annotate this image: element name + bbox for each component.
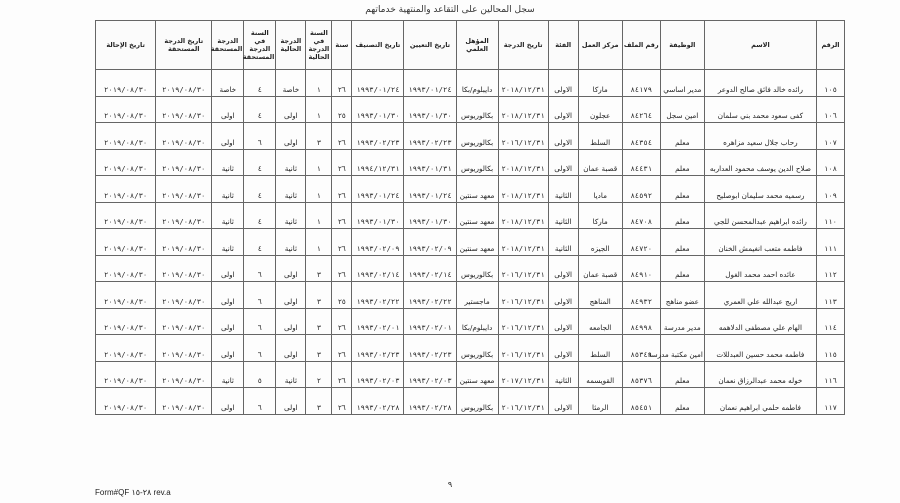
- table-cell: ١٩٩٣/٠٢/٢٣: [404, 335, 456, 362]
- table-cell: ٢٠١٨/١٢/٣١: [498, 70, 548, 97]
- table-cell: ٢٠١٨/١٢/٣١: [498, 202, 548, 229]
- table-cell: ٦: [244, 123, 276, 150]
- table-cell: عجلون: [578, 96, 622, 123]
- table-cell: ٢٠١٩/٠٨/٣٠: [156, 123, 212, 150]
- table-cell: ٢٠١٩/٠٨/٣٠: [156, 335, 212, 362]
- table-cell: ١٠٥: [816, 70, 844, 97]
- table-cell: ٢٦: [332, 255, 352, 282]
- table-cell: ١٠٦: [816, 96, 844, 123]
- table-cell: ١٩٩٣/٠١/٣٠: [404, 96, 456, 123]
- table-cell: ٨٤٢٦٤: [622, 96, 660, 123]
- table-cell: ٢٠١٩/٠٨/٣٠: [96, 70, 156, 97]
- table-cell: ١٩٩٣/٠٢/٢٨: [352, 388, 404, 415]
- table-cell: فاطمه حلمي ابراهيم نعمان: [704, 388, 816, 415]
- table-cell: ماجستير: [456, 282, 498, 309]
- table-cell: ١٩٩٣/٠٢/٠٩: [352, 229, 404, 256]
- table-cell: ٢٠١٩/٠٨/٣٠: [96, 308, 156, 335]
- table-cell: اولى: [276, 388, 306, 415]
- table-cell: ٤: [244, 70, 276, 97]
- table-cell: ٢٠١٩/٠٨/٣٠: [156, 388, 212, 415]
- table-cell: خاصة: [276, 70, 306, 97]
- table-cell: ٢٠١٩/٠٨/٣٠: [156, 149, 212, 176]
- table-cell: ١٩٩٣/٠٢/٠٣: [404, 361, 456, 388]
- table-cell: الاولى: [548, 96, 578, 123]
- table-cell: ماديا: [578, 176, 622, 203]
- table-cell: ٨٥٤٥١: [622, 388, 660, 415]
- table-cell: اولى: [212, 335, 244, 362]
- table-row: [96, 70, 845, 97]
- table-cell: ٢٠١٦/١٢/٣١: [498, 255, 548, 282]
- table-cell: ١٩٩٣/٠٢/١٤: [404, 255, 456, 282]
- table-cell: ٢٦: [332, 176, 352, 203]
- column-header: مركز العمل: [578, 21, 622, 70]
- table-cell: خوله محمد عبدالرزاق نعمان: [704, 361, 816, 388]
- table-header-row: [96, 21, 845, 70]
- table-cell: ٢٠١٩/٠٨/٣٠: [156, 361, 212, 388]
- column-header: المؤهل العلمي: [456, 21, 498, 70]
- table-cell: ٢٠١٩/٠٨/٣٠: [96, 202, 156, 229]
- table-cell: معلم: [660, 229, 704, 256]
- column-header: تاريخ الإحالة: [96, 21, 156, 70]
- table-cell: ثانية: [276, 149, 306, 176]
- table-cell: ٢٠١٩/٠٨/٣٠: [96, 96, 156, 123]
- table-cell: مدير اساسي: [660, 70, 704, 97]
- table-cell: ١٩٩٣/٠٢/٢٣: [404, 123, 456, 150]
- table-cell: معهد سنتين: [456, 176, 498, 203]
- table-cell: مدير مدرسة: [660, 308, 704, 335]
- table-cell: ١: [306, 229, 332, 256]
- table-cell: ٢٠١٩/٠٨/٣٠: [156, 229, 212, 256]
- column-header: تاريخ التعيين: [404, 21, 456, 70]
- table-cell: الاولى: [548, 149, 578, 176]
- table-cell: ١١٦: [816, 361, 844, 388]
- table-cell: ١١٥: [816, 335, 844, 362]
- table-cell: ١: [306, 176, 332, 203]
- table-cell: اولى: [212, 123, 244, 150]
- table-cell: معهد سنتين: [456, 202, 498, 229]
- table-cell: ١٩٩٣/٠٢/١٤: [352, 255, 404, 282]
- table-cell: رائده خالد فائق صالح الدوعر: [704, 70, 816, 97]
- table-cell: ٢: [306, 361, 332, 388]
- table-cell: معلم: [660, 361, 704, 388]
- table-cell: ٢٠١٨/١٢/٣١: [498, 176, 548, 203]
- table-cell: اولى: [212, 388, 244, 415]
- table-cell: ٢٠١٩/٠٨/٣٠: [96, 361, 156, 388]
- table-cell: قصبة عمان: [578, 149, 622, 176]
- form-code: Form#QF ٢٨-١٥ rev.a: [95, 488, 171, 497]
- table-cell: ٢٦: [332, 202, 352, 229]
- table-cell: امين مكتبة مدرسة: [660, 335, 704, 362]
- table-cell: ٢٠١٦/١٢/٣١: [498, 282, 548, 309]
- table-row: [96, 176, 845, 203]
- table-cell: ١٩٩٣/٠١/٣١: [404, 149, 456, 176]
- table-cell: ١٩٩٣/٠٢/٢٨: [404, 388, 456, 415]
- table-cell: ٢٠١٩/٠٨/٣٠: [96, 123, 156, 150]
- table-cell: اولى: [276, 123, 306, 150]
- table-cell: بكالوريوس: [456, 149, 498, 176]
- table-row: [96, 388, 845, 415]
- table-cell: ٢٠١٩/٠٨/٣٠: [96, 335, 156, 362]
- table-cell: الهام علي مصطفى الدلاهمه: [704, 308, 816, 335]
- table-cell: ٨٤٥٩٢: [622, 176, 660, 203]
- page-title: سجل المحالين على التقاعد والمنتهية خدماتهم: [365, 5, 535, 15]
- table-cell: ثانية: [276, 202, 306, 229]
- table-cell: الثانية: [548, 361, 578, 388]
- table-cell: المناهج: [578, 282, 622, 309]
- table-row: [96, 123, 845, 150]
- table-cell: ٦: [244, 282, 276, 309]
- table-cell: ٨٥٣٤٩: [622, 335, 660, 362]
- table-cell: امين سجل: [660, 96, 704, 123]
- table-cell: الثانية: [548, 176, 578, 203]
- table-cell: الاولى: [548, 308, 578, 335]
- table-cell: اولى: [212, 308, 244, 335]
- table-cell: ٢٠١٩/٠٨/٣٠: [96, 282, 156, 309]
- table-cell: رحاب جلال سعيد مزاهره: [704, 123, 816, 150]
- table-row: [96, 308, 845, 335]
- table-cell: ٢٠١٩/٠٨/٣٠: [96, 176, 156, 203]
- table-row: [96, 96, 845, 123]
- table-cell: ١٩٩٣/٠٢/٢٢: [404, 282, 456, 309]
- table-cell: ثانية: [276, 229, 306, 256]
- table-cell: ٨٤٩٣٢: [622, 282, 660, 309]
- table-cell: اولى: [276, 282, 306, 309]
- table-cell: ٢٠١٧/١٢/٣١: [498, 361, 548, 388]
- table-cell: ثانية: [212, 176, 244, 203]
- table-cell: بكالوريوس: [456, 388, 498, 415]
- table-cell: ٤: [244, 229, 276, 256]
- table-cell: قصبة عمان: [578, 255, 622, 282]
- table-cell: السلط: [578, 335, 622, 362]
- table-cell: ١: [306, 96, 332, 123]
- table-cell: ٨٤٩١٠: [622, 255, 660, 282]
- table-cell: الاولى: [548, 255, 578, 282]
- table-cell: ٢٠١٦/١٢/٣١: [498, 123, 548, 150]
- table-cell: ٦: [244, 388, 276, 415]
- table-cell: ثانية: [212, 202, 244, 229]
- table-cell: ٥: [244, 361, 276, 388]
- table-cell: ١١٤: [816, 308, 844, 335]
- table-row: [96, 282, 845, 309]
- table-cell: ٤: [244, 149, 276, 176]
- table-cell: ١١٣: [816, 282, 844, 309]
- table-cell: ٣: [306, 282, 332, 309]
- table-cell: ٢٠١٩/٠٨/٣٠: [96, 255, 156, 282]
- table-cell: بكالوريوس: [456, 335, 498, 362]
- table-cell: ٨٤٩٩٨: [622, 308, 660, 335]
- table-cell: ١١٢: [816, 255, 844, 282]
- table-cell: معهد سنتين: [456, 229, 498, 256]
- table-cell: ١٩٩٣/٠٢/٠١: [352, 308, 404, 335]
- table-cell: ٢٠١٩/٠٨/٣٠: [156, 96, 212, 123]
- table-cell: ٢٦: [332, 123, 352, 150]
- column-header: الفئة: [548, 21, 578, 70]
- table-cell: ٦: [244, 308, 276, 335]
- table-cell: ٢٠١٩/٠٨/٣٠: [156, 176, 212, 203]
- table-cell: فاطمه محمد حسين العبدللات: [704, 335, 816, 362]
- table-cell: ١٩٩٣/٠١/٣٠: [404, 202, 456, 229]
- table-cell: ١١٧: [816, 388, 844, 415]
- table-cell: اولى: [276, 96, 306, 123]
- table-row: [96, 202, 845, 229]
- column-header: الدرجة المستحقة: [212, 21, 244, 70]
- table-cell: ٣: [306, 308, 332, 335]
- table-cell: معهد سنتين: [456, 361, 498, 388]
- table-cell: الجامعه: [578, 308, 622, 335]
- table-cell: ١٩٩٣/٠٢/٢٢: [352, 282, 404, 309]
- table-cell: ٢٠١٦/١٢/٣١: [498, 335, 548, 362]
- table-cell: ٢٠١٨/١٢/٣١: [498, 96, 548, 123]
- table-cell: ١١١: [816, 229, 844, 256]
- table-cell: اولى: [212, 282, 244, 309]
- table-cell: ماركا: [578, 202, 622, 229]
- table-cell: ٨٤٤٣١: [622, 149, 660, 176]
- table-cell: ٨٤٧٠٨: [622, 202, 660, 229]
- table-cell: ٢٦: [332, 335, 352, 362]
- column-header: الوظيفة: [660, 21, 704, 70]
- table-cell: ثانية: [276, 176, 306, 203]
- table-cell: ماركا: [578, 70, 622, 97]
- table-cell: ١٩٩٣/٠٢/٢٣: [352, 123, 404, 150]
- table-cell: ٦: [244, 255, 276, 282]
- table-cell: دايبلوم/بكا: [456, 70, 498, 97]
- table-cell: ٣: [306, 123, 332, 150]
- table-cell: ثانية: [212, 361, 244, 388]
- table-cell: ١٩٩٣/٠١/٢٤: [404, 176, 456, 203]
- table-cell: ١١٠: [816, 202, 844, 229]
- table-cell: الجيزه: [578, 229, 622, 256]
- table-cell: ٨٤١٧٩: [622, 70, 660, 97]
- table-cell: ٢٠١٩/٠٨/٣٠: [156, 308, 212, 335]
- table-cell: ٤: [244, 202, 276, 229]
- table-cell: بكالوريوس: [456, 96, 498, 123]
- table-row: [96, 335, 845, 362]
- table-cell: صلاح الدين يوسف محمود العداربه: [704, 149, 816, 176]
- table-cell: ٨٥٣٧٦: [622, 361, 660, 388]
- table-cell: ١٩٩٣/٠١/٣٠: [352, 96, 404, 123]
- table-cell: فاطمه متعب انغيمش الخنان: [704, 229, 816, 256]
- table-cell: ٢٦: [332, 229, 352, 256]
- table-row: [96, 149, 845, 176]
- table-cell: ٢٠١٩/٠٨/٣٠: [156, 282, 212, 309]
- table-cell: ٣: [306, 335, 332, 362]
- column-header: تاريخ الدرجة المستحقة: [156, 21, 212, 70]
- table-cell: ٢٠١٨/١٢/٣١: [498, 149, 548, 176]
- table-cell: ١٠٧: [816, 123, 844, 150]
- table-cell: الاولى: [548, 388, 578, 415]
- table-cell: بكالوريوس: [456, 255, 498, 282]
- table-cell: ٢٠١٦/١٢/٣١: [498, 388, 548, 415]
- table-cell: ٢٠١٨/١٢/٣١: [498, 229, 548, 256]
- table-cell: السلط: [578, 123, 622, 150]
- table-cell: ١٩٩٣/٠٢/٠١: [404, 308, 456, 335]
- table-cell: عائده احمد محمد الغول: [704, 255, 816, 282]
- column-header: الاسم: [704, 21, 816, 70]
- table-cell: ٢٥: [332, 282, 352, 309]
- table-cell: ٢٠١٩/٠٨/٣٠: [96, 229, 156, 256]
- table-row: [96, 255, 845, 282]
- table-cell: ١٩٩٤/١٢/٣١: [352, 149, 404, 176]
- table-cell: معلم: [660, 388, 704, 415]
- table-cell: ثانية: [276, 361, 306, 388]
- table-cell: ١٩٩٣/٠٢/٠٩: [404, 229, 456, 256]
- table-cell: ١٩٩٣/٠١/٣٠: [352, 202, 404, 229]
- column-header: الرقم: [816, 21, 844, 70]
- table-cell: كفى سعود محمد بني سلمان: [704, 96, 816, 123]
- table-cell: الثانية: [548, 202, 578, 229]
- table-cell: ٢٠١٩/٠٨/٣٠: [96, 149, 156, 176]
- table-cell: ١: [306, 202, 332, 229]
- column-header: رقم الملف: [622, 21, 660, 70]
- table-cell: ثانية: [212, 229, 244, 256]
- table-cell: ١: [306, 70, 332, 97]
- table-cell: معلم: [660, 202, 704, 229]
- table-cell: ١٩٩٣/٠١/٢٤: [352, 70, 404, 97]
- table-cell: الاولى: [548, 123, 578, 150]
- column-header: تاريخ الدرجة: [498, 21, 548, 70]
- table-cell: ٢٦: [332, 388, 352, 415]
- table-cell: القويسمه: [578, 361, 622, 388]
- table-cell: ٢٦: [332, 308, 352, 335]
- table-row: [96, 361, 845, 388]
- table-cell: ٢٠١٦/١٢/٣١: [498, 308, 548, 335]
- table-cell: الاولى: [548, 70, 578, 97]
- table-cell: ٦: [244, 335, 276, 362]
- table-cell: ٨٤٣٥٤: [622, 123, 660, 150]
- table-cell: رائده ابراهيم عبدالمحسن للجي: [704, 202, 816, 229]
- table-cell: عضو مناهج: [660, 282, 704, 309]
- column-header: سنة: [332, 21, 352, 70]
- page-number: ٩: [447, 480, 453, 489]
- column-header: السنة في الدرجة الحالية: [306, 21, 332, 70]
- column-header: تاريخ التصنيف: [352, 21, 404, 70]
- table-cell: اولى: [212, 255, 244, 282]
- table-cell: اولى: [212, 96, 244, 123]
- table-cell: ١٠٨: [816, 149, 844, 176]
- table-cell: ١٩٩٣/٠٢/٢٣: [352, 335, 404, 362]
- table-cell: رسميه محمد سليمان ابوصليح: [704, 176, 816, 203]
- table-cell: اريج عبدالله علي العمري: [704, 282, 816, 309]
- table-cell: ٢٦: [332, 149, 352, 176]
- table-cell: ٣: [306, 388, 332, 415]
- table-cell: ٢٠١٩/٠٨/٣٠: [156, 70, 212, 97]
- table-cell: ١٩٩٣/٠٢/٠٣: [352, 361, 404, 388]
- table-cell: بكالوريوس: [456, 123, 498, 150]
- table-cell: ٢٠١٩/٠٨/٣٠: [156, 255, 212, 282]
- table-cell: اولى: [276, 335, 306, 362]
- table-cell: معلم: [660, 123, 704, 150]
- table-cell: ١٠٩: [816, 176, 844, 203]
- table-cell: ٢٥: [332, 96, 352, 123]
- column-header: السنة في الدرجة المستحقة: [244, 21, 276, 70]
- table-cell: ٤: [244, 96, 276, 123]
- table-cell: معلم: [660, 149, 704, 176]
- table-cell: ٢٦: [332, 361, 352, 388]
- table-cell: معلم: [660, 255, 704, 282]
- table-cell: ١٩٩٣/٠١/٢٤: [352, 176, 404, 203]
- table-cell: ثانية: [212, 149, 244, 176]
- table-cell: ١: [306, 149, 332, 176]
- table-cell: ٢٠١٩/٠٨/٣٠: [96, 388, 156, 415]
- table-cell: خاصة: [212, 70, 244, 97]
- table-cell: الثانية: [548, 229, 578, 256]
- table-cell: ٢٠١٩/٠٨/٣٠: [156, 202, 212, 229]
- column-header: الدرجة الحالية: [276, 21, 306, 70]
- table-cell: ٢٦: [332, 70, 352, 97]
- table-cell: الاولى: [548, 282, 578, 309]
- table-cell: ١٩٩٣/٠١/٢٤: [404, 70, 456, 97]
- table-cell: الاولى: [548, 335, 578, 362]
- table-cell: دايبلوم/بكا: [456, 308, 498, 335]
- table-cell: اولى: [276, 255, 306, 282]
- table-cell: ٨٤٧٢٠: [622, 229, 660, 256]
- table-row: [96, 229, 845, 256]
- table-cell: معلم: [660, 176, 704, 203]
- table-cell: الرمثا: [578, 388, 622, 415]
- table-cell: اولى: [276, 308, 306, 335]
- retirees-table: [95, 20, 845, 415]
- table-cell: ٣: [306, 255, 332, 282]
- table-cell: ٤: [244, 176, 276, 203]
